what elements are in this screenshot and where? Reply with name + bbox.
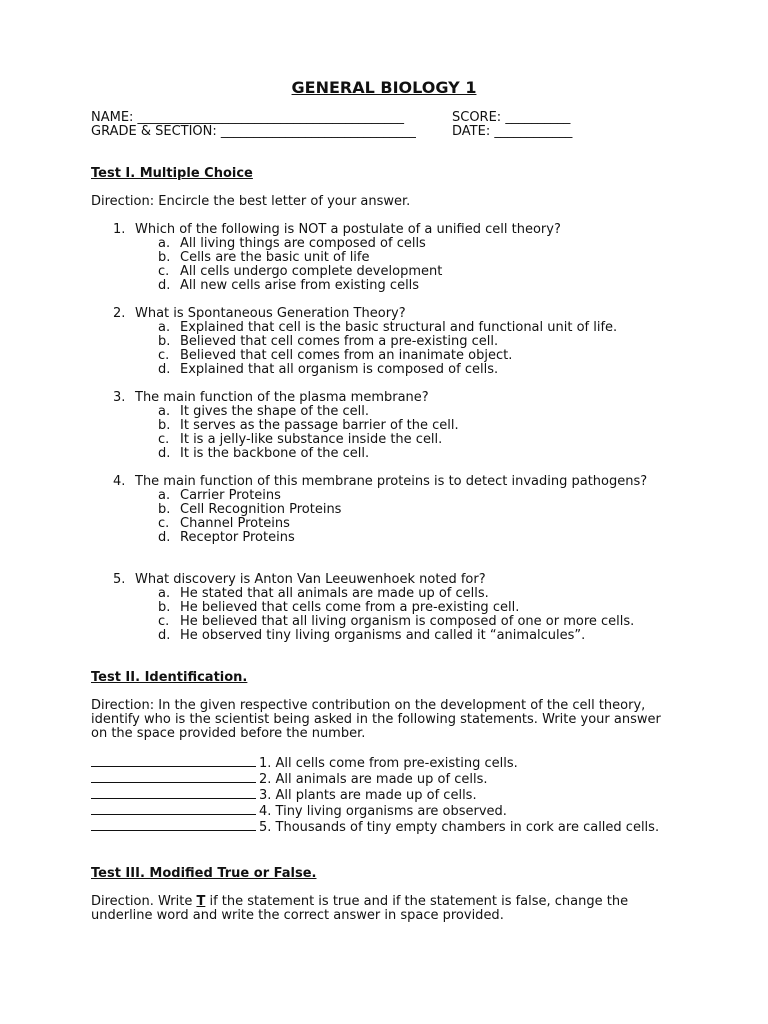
choice-letter: a.: [158, 404, 171, 419]
identification-text: 3. All plants are made up of cells.: [259, 788, 477, 803]
test2-heading: Test II. Identification.: [91, 670, 248, 685]
choice-text: He stated that all animals are made up of cells.: [180, 586, 489, 601]
choice-text: Cell Recognition Proteins: [180, 502, 342, 517]
choice-letter: c.: [158, 516, 170, 531]
choice-text: It gives the shape of the cell.: [180, 404, 369, 419]
choice-d[interactable]: [158, 629, 677, 643]
question-text: Which of the following is NOT a postulate of a unified cell theory?: [135, 222, 561, 237]
answer-blank[interactable]: [91, 803, 256, 815]
choice-text: All new cells arise from existing cells: [180, 278, 420, 293]
choice-list: [158, 489, 677, 545]
choice-d[interactable]: [158, 363, 677, 377]
question-number: 4.: [113, 474, 126, 489]
question-number: 1.: [113, 222, 126, 237]
document-title: GENERAL BIOLOGY 1: [291, 78, 477, 97]
choice-letter: a.: [158, 236, 171, 251]
choice-letter: b.: [158, 502, 171, 517]
choice-letter: d.: [158, 362, 171, 377]
choice-list: [158, 405, 677, 461]
choice-letter: c.: [158, 614, 170, 629]
choice-list: [158, 321, 677, 377]
choice-letter: b.: [158, 334, 171, 349]
choice-text: He believed that all living organism is composed of one or more cells.: [180, 614, 635, 629]
choice-letter: d.: [158, 278, 171, 293]
choice-d[interactable]: [158, 447, 677, 461]
name-field: NAME: _________________________________________: [91, 110, 405, 125]
choice-text: Receptor Proteins: [180, 530, 295, 545]
choice-letter: b.: [158, 418, 171, 433]
score-field: SCORE: __________: [452, 110, 571, 125]
choice-letter: a.: [158, 586, 171, 601]
choice-text: He observed tiny living organisms and called it “animalcules”.: [180, 628, 586, 643]
test1-direction: Direction: Encircle the best letter of your answer.: [91, 194, 411, 209]
choice-text: It serves as the passage barrier of the cell.: [180, 418, 459, 433]
choice-a[interactable]: [158, 489, 677, 503]
choice-c[interactable]: [158, 349, 677, 363]
identification-item: [91, 803, 671, 819]
choice-b[interactable]: [158, 251, 677, 265]
choice-a[interactable]: [158, 321, 677, 335]
test2-direction: Direction: In the given respective contribution on the development of the cell theory, identify who is the scientist being asked in the following statements. Write your answer on the space provided before the number.: [91, 698, 661, 741]
choice-text: All living things are composed of cells: [180, 236, 426, 251]
choice-letter: a.: [158, 320, 171, 335]
choice-letter: c.: [158, 264, 170, 279]
direction-text-start: Direction. Write: [91, 894, 197, 909]
identification-list: [91, 755, 671, 835]
identification-text: 2. All animals are made up of cells.: [259, 772, 488, 787]
choice-d[interactable]: [158, 531, 677, 545]
choice-text: Channel Proteins: [180, 516, 290, 531]
choice-letter: a.: [158, 488, 171, 503]
choice-list: [158, 237, 677, 293]
question-number: 3.: [113, 390, 126, 405]
date-field: DATE: ____________: [452, 124, 573, 139]
choice-text: All cells undergo complete development: [180, 264, 443, 279]
question-text: What is Spontaneous Generation Theory?: [135, 306, 406, 321]
choice-text: It is a jelly-like substance inside the cell.: [180, 432, 443, 447]
choice-a[interactable]: [158, 405, 677, 419]
question-2: [113, 307, 677, 377]
choice-b[interactable]: [158, 601, 677, 615]
direction-text-end: if the statement is true and if the statement is false, change the underline word and write the correct answer in space provided.: [91, 894, 629, 923]
choice-letter: d.: [158, 530, 171, 545]
answer-blank[interactable]: [91, 771, 256, 783]
choice-d[interactable]: [158, 279, 677, 293]
choice-letter: b.: [158, 600, 171, 615]
choice-c[interactable]: [158, 517, 677, 531]
test3-direction: [91, 895, 678, 923]
identification-text: 5. Thousands of tiny empty chambers in cork are called cells.: [259, 820, 660, 835]
identification-item: [91, 819, 671, 835]
choice-text: Cells are the basic unit of life: [180, 250, 370, 265]
choice-letter: d.: [158, 446, 171, 461]
identification-text: 4. Tiny living organisms are observed.: [259, 804, 507, 819]
true-mark: T: [196, 894, 206, 909]
identification-item: [91, 755, 671, 771]
test1-heading: Test I. Multiple Choice: [91, 166, 253, 181]
choice-letter: c.: [158, 432, 170, 447]
test3-heading: Test III. Modified True or False.: [91, 866, 317, 881]
question-text: The main function of this membrane proteins is to detect invading pathogens?: [135, 474, 648, 489]
answer-blank[interactable]: [91, 755, 256, 767]
choice-list: [158, 587, 677, 643]
choice-b[interactable]: [158, 503, 677, 517]
grade-section-field: GRADE & SECTION: ______________________________: [91, 124, 416, 139]
choice-text: Believed that cell comes from an inanimate object.: [180, 348, 513, 363]
question-3: [113, 391, 677, 461]
choice-c[interactable]: [158, 265, 677, 279]
choice-c[interactable]: [158, 433, 677, 447]
question-number: 5.: [113, 572, 126, 587]
question-1: [113, 223, 677, 293]
question-number: 2.: [113, 306, 126, 321]
choice-c[interactable]: [158, 615, 677, 629]
question-text: The main function of the plasma membrane?: [135, 390, 429, 405]
choice-text: It is the backbone of the cell.: [180, 446, 370, 461]
choice-letter: d.: [158, 628, 171, 643]
identification-item: [91, 771, 671, 787]
choice-b[interactable]: [158, 419, 677, 433]
identification-item: [91, 787, 671, 803]
choice-letter: c.: [158, 348, 170, 363]
choice-a[interactable]: [158, 587, 677, 601]
answer-blank[interactable]: [91, 819, 256, 831]
choice-text: Carrier Proteins: [180, 488, 281, 503]
choice-text: Explained that all organism is composed of cells.: [180, 362, 499, 377]
choice-b[interactable]: [158, 335, 677, 349]
identification-text: 1. All cells come from pre-existing cells.: [259, 756, 518, 771]
question-5: [113, 573, 677, 643]
choice-text: Explained that cell is the basic structural and functional unit of life.: [180, 320, 618, 335]
question-text: What discovery is Anton Van Leeuwenhoek noted for?: [135, 572, 486, 587]
choice-a[interactable]: [158, 237, 677, 251]
answer-blank[interactable]: [91, 787, 256, 799]
question-4: [113, 475, 677, 545]
choice-text: Believed that cell comes from a pre-existing cell.: [180, 334, 499, 349]
choice-text: He believed that cells come from a pre-existing cell.: [180, 600, 520, 615]
choice-letter: b.: [158, 250, 171, 265]
